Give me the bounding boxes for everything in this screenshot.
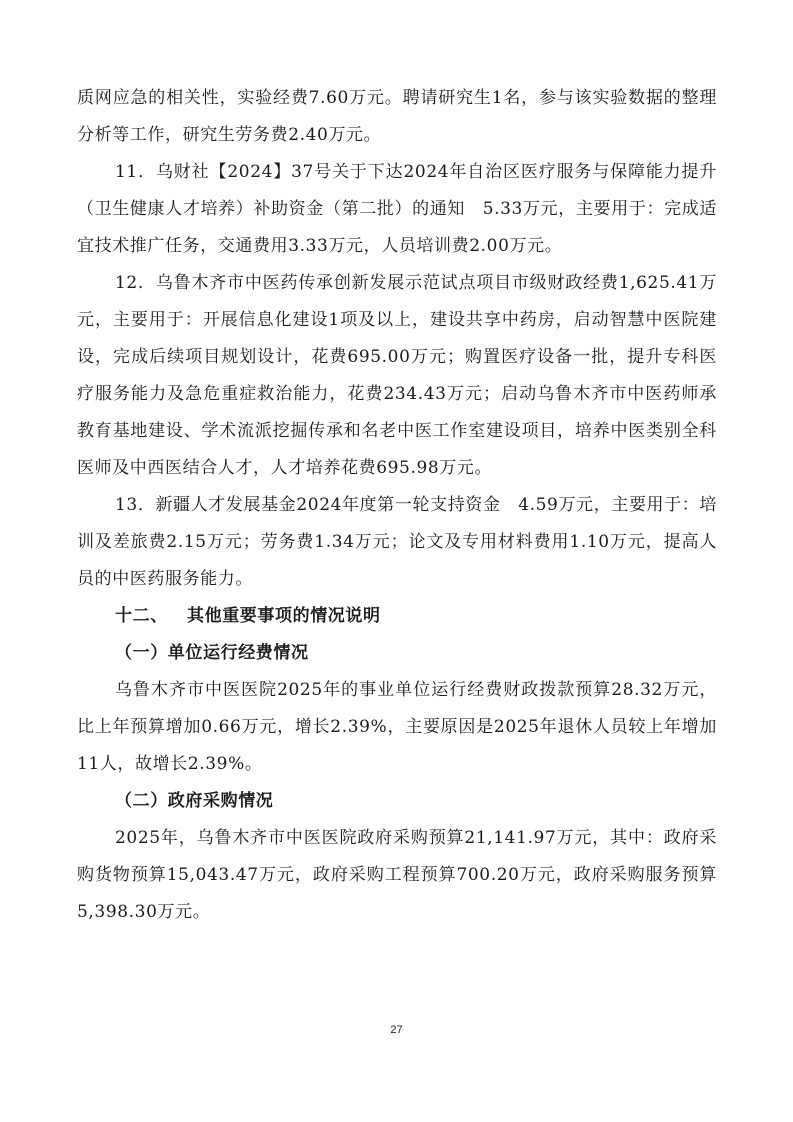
document-body — [77, 80, 717, 931]
paragraph-operating-funds: 乌鲁木齐市中医医院2025年的事业单位运行经费财政拨款预算28.32万元，比上年预算增加0.66万元，增长2.39%，主要原因是2025年退休人员较上年增加11人，故增长2.39%。 — [77, 680, 717, 774]
section-title: 其他重要事项的情况说明 — [187, 606, 381, 626]
paragraph-item-13: 13．新疆人才发展基金2024年度第一轮支持资金 4.59万元，主要用于：培训及差旅费2.15万元；劳务费1.34万元；论文及专用材料费用1.10万元，提高人员的中医药服务能力。 — [77, 495, 717, 589]
section-heading-12 — [77, 598, 717, 635]
section-number: 十二、 — [115, 606, 168, 626]
paragraph-procurement: 2025年，乌鲁木齐市中医医院政府采购预算21,141.97万元，其中：政府采购货物预算15,043.47万元，政府采购工程预算700.20万元，政府采购服务预算5,398.30万元。 — [77, 828, 717, 922]
paragraph-item-11: 11．乌财社【2024】37号关于下达2024年自治区医疗服务与保障能力提升（卫生健康人才培养）补助资金（第二批）的通知 5.33万元，主要用于：完成适宜技术推广任务，交通费用3.33万元，人员培训费2.00万元。 — [77, 162, 717, 256]
paragraph-continuation: 质网应急的相关性，实验经费7.60万元。聘请研究生1名，参与该实验数据的整理分析等工作，研究生劳务费2.40万元。 — [77, 88, 717, 145]
subsection-heading-operating-funds: （一）单位运行经费情况 — [115, 643, 309, 663]
page-number: 27 — [390, 1024, 403, 1036]
paragraph-item-12: 12．乌鲁木齐市中医药传承创新发展示范试点项目市级财政经费1,625.41万元，主要用于：开展信息化建设1项及以上，建设共享中药房，启动智慧中医院建设，完成后续项目规划设计，花费695.00万元；购置医疗设备一批，提升专科医疗服务能力及急危重症救治能力，花费234.43万元；启动乌鲁木齐市中医药师承教育基地建设、学术流派挖掘传承和名老中医工作室建设项目，培养中医类别全科医师及中西医结合人才，人才培养花费695.98万元。 — [77, 273, 717, 478]
subsection-heading-procurement: （二）政府采购情况 — [115, 791, 274, 811]
